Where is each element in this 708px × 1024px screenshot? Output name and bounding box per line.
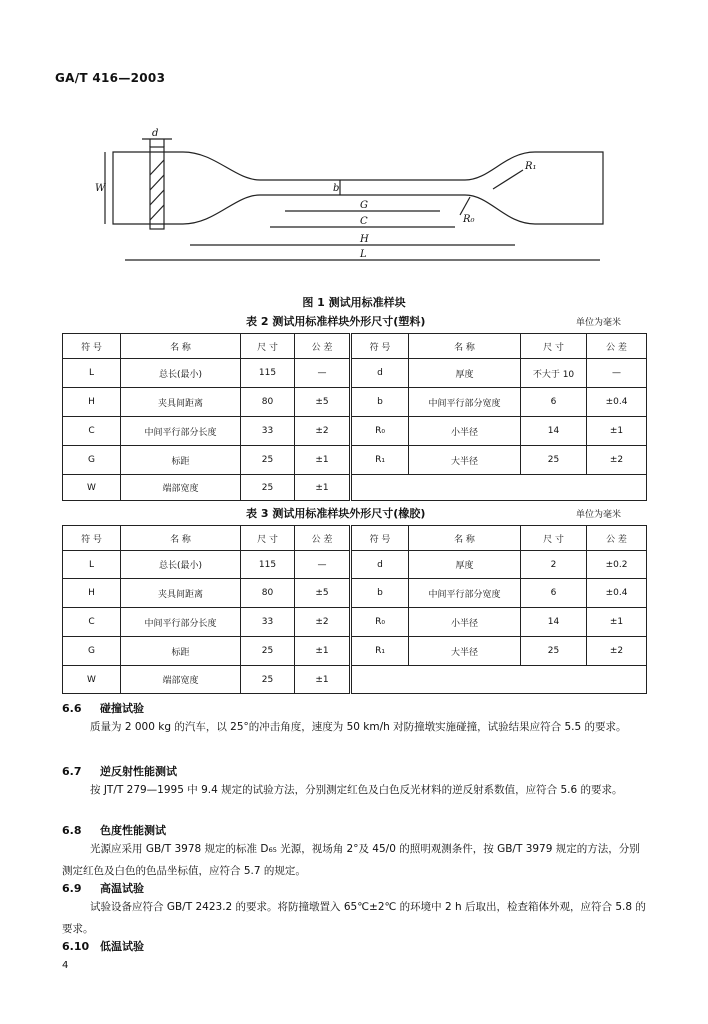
header-cell: 名 称 (121, 334, 241, 359)
label-R0: R₀ (463, 214, 475, 225)
header-cell: 尺 寸 (241, 526, 295, 551)
table-row: W 端部宽度 25 ±1 (63, 475, 647, 501)
table-row: W 端部宽度 25 ±1 (63, 666, 647, 694)
table-row: G 标距 25 ±1 R₁ 大半径 25 ±2 (63, 446, 647, 475)
header-cell: 名 称 (121, 526, 241, 551)
table2-unit: 单位为毫米 (576, 318, 622, 328)
section-heading: 6.10 低温试验 (62, 940, 144, 953)
header-cell: 尺 寸 (521, 526, 587, 551)
table-row: C 中间平行部分长度 33 ±2 R₀ 小半径 14 ±1 (63, 608, 647, 637)
label-G: G (360, 200, 368, 211)
table3 (62, 525, 647, 694)
header-cell: 符 号 (351, 334, 409, 359)
table-header-row (63, 334, 647, 359)
table-row: C 中间平行部分长度 33 ±2 R₀ 小半径 14 ±1 (63, 417, 647, 446)
label-b: b (333, 183, 340, 194)
label-R1: R₁ (525, 161, 537, 172)
section-paragraph: 光源应采用 GB/T 3978 规定的标准 D₆₅ 光源，视场角 2°及 45/0 的照明观测条件，按 GB/T 3979 规定的方法，分别测定红色及白色的色品坐标值，应符合 5.7 的规定。 (62, 843, 640, 877)
table-row: H 夹具间距离 80 ±5 b 中间平行部分宽度 6 ±0.4 (63, 388, 647, 417)
table2-caption: 表 2 测试用标准样块外形尺寸(塑料) (246, 315, 426, 328)
page-number: 4 (62, 960, 69, 971)
document-header: GA/T 416—2003 (55, 71, 166, 85)
header-cell: 符 号 (63, 526, 121, 551)
label-H: H (360, 234, 369, 245)
header-cell: 尺 寸 (241, 334, 295, 359)
table-header-row (63, 526, 647, 551)
section-heading: 6.8 色度性能测试 (62, 824, 166, 837)
header-cell: 公 差 (295, 334, 351, 359)
header-cell: 名 称 (409, 334, 521, 359)
header-cell: 公 差 (587, 334, 647, 359)
label-C: C (360, 216, 368, 227)
table-row: H 夹具间距离 80 ±5 b 中间平行部分宽度 6 ±0.4 (63, 579, 647, 608)
header-cell: 名 称 (409, 526, 521, 551)
section-heading: 6.7 逆反射性能测试 (62, 765, 177, 778)
section-heading: 6.6 碰撞试验 (62, 702, 144, 715)
table3-unit: 单位为毫米 (576, 510, 622, 520)
specimen-drawing (95, 125, 615, 275)
section-paragraph: 质量为 2 000 kg 的汽车，以 25°的冲击角度，速度为 50 km/h 对防撞墩实施碰撞，试验结果应符合 5.5 的要求。 (90, 721, 627, 733)
table-row: L 总长(最小) 115 — d 厚度 2 ±0.2 (63, 551, 647, 579)
table2 (62, 333, 647, 501)
header-cell: 符 号 (351, 526, 409, 551)
section-paragraph: 按 JT/T 279—1995 中 9.4 规定的试验方法，分别测定红色及白色反光材料的逆反射系数值，应符合 5.6 的要求。 (90, 784, 623, 796)
table3-caption: 表 3 测试用标准样块外形尺寸(橡胶) (246, 507, 426, 520)
table-row: G 标距 25 ±1 R₁ 大半径 25 ±2 (63, 637, 647, 666)
section-heading: 6.9 高温试验 (62, 882, 144, 895)
figure-caption: 图 1 测试用标准样块 (302, 296, 406, 309)
table-row: L 总长(最小) 115 — d 厚度 不大于 10 — (63, 359, 647, 388)
header-cell: 公 差 (295, 526, 351, 551)
section-paragraph: 试验设备应符合 GB/T 2423.2 的要求。将防撞墩置入 65℃±2℃ 的环境中 2 h 后取出，检查箱体外观，应符合 5.8 的要求。 (62, 901, 646, 935)
label-d: d (152, 128, 159, 139)
label-L: L (360, 249, 367, 260)
header-cell: 符 号 (63, 334, 121, 359)
header-cell: 尺 寸 (521, 334, 587, 359)
header-cell: 公 差 (587, 526, 647, 551)
label-W: W (95, 183, 106, 194)
